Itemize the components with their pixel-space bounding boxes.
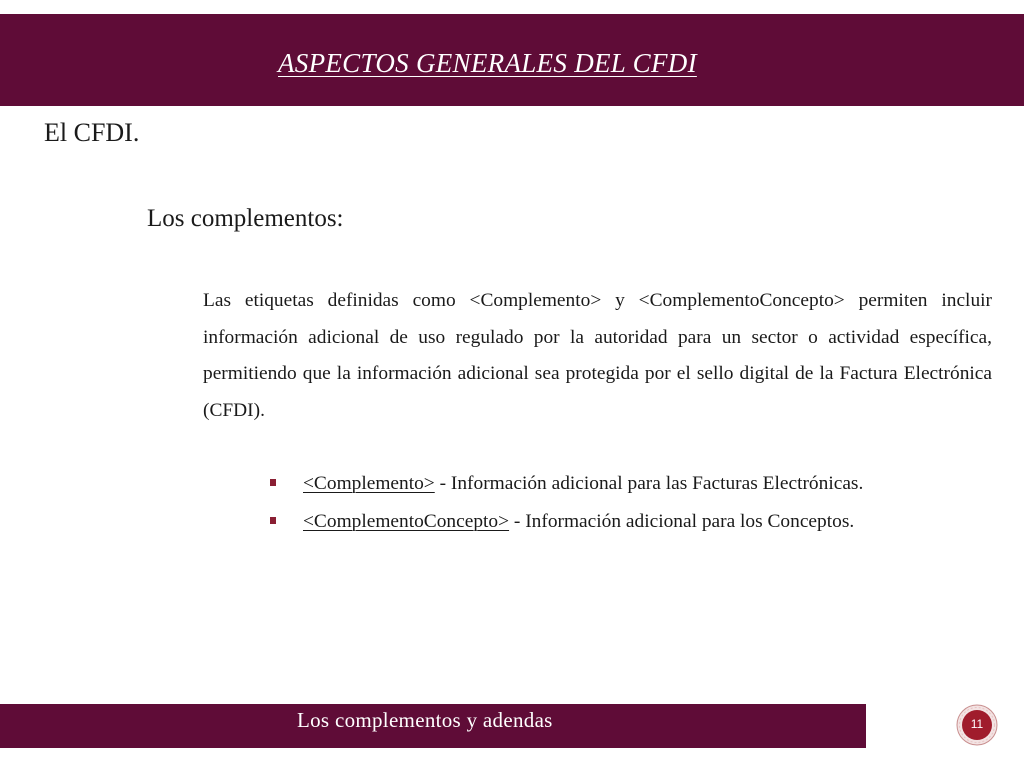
bullet-description: - Información adicional para las Facturas Electrónicas.: [434, 473, 864, 494]
bullet-text: [303, 466, 863, 502]
page-number: 11: [970, 717, 984, 731]
bullet-text: [303, 504, 854, 540]
list-item: [268, 504, 1008, 542]
page-number-badge: [955, 703, 999, 747]
bullet-list: [268, 466, 1008, 542]
square-bullet-icon: [270, 479, 276, 486]
footer-title: Los complementos y adendas: [297, 708, 553, 732]
list-item: [268, 466, 1008, 504]
bullet-description: - Información adicional para los Conceptos.: [509, 511, 855, 532]
slide-title: ASPECTOS GENERALES DEL CFDI: [278, 48, 697, 78]
square-bullet-icon: [270, 517, 276, 524]
bullet-tag: <ComplementoConcepto>: [303, 511, 510, 532]
header-bar: [0, 14, 1024, 106]
body-paragraph: Las etiquetas definidas como <Complemento> y <ComplementoConcepto> permiten incluir información adicional de uso regulado por la autoridad para un sector o actividad específica, permitiendo que la información adicional sea protegida por el sello digital de la Factura Electrónica (CFDI).: [203, 290, 992, 421]
subsection-heading: Los complementos:: [147, 205, 344, 232]
bullet-tag: <Complemento>: [303, 473, 435, 494]
section-heading: El CFDI.: [44, 118, 140, 147]
footer-bar: [0, 704, 866, 748]
